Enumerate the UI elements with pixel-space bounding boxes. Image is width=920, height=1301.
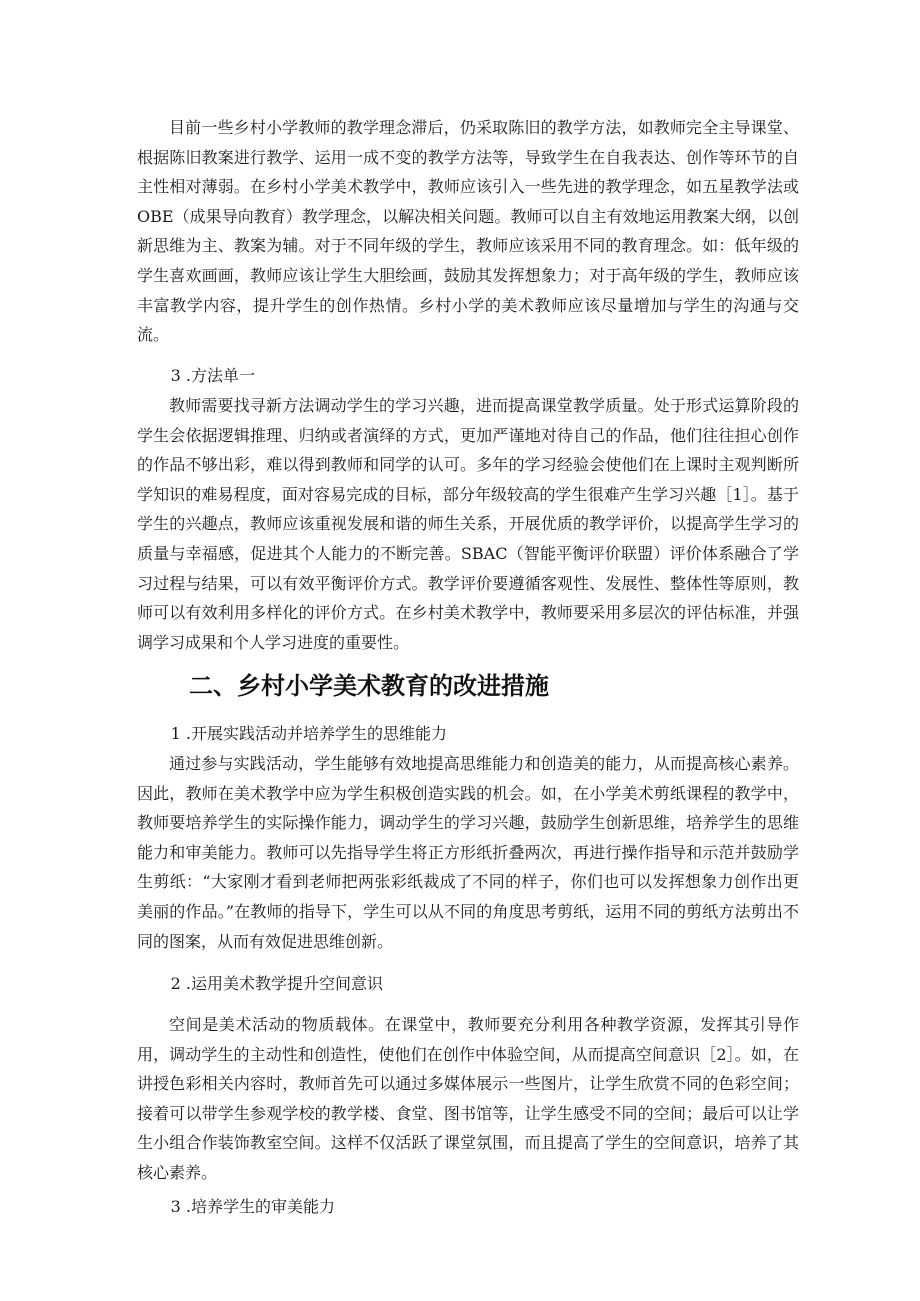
- section-heading-improvements: 二、乡村小学美术教育的改进措施: [189, 672, 549, 700]
- subheading-aesthetic-ability: 3 .培养学生的审美能力: [170, 1197, 335, 1216]
- subheading-practice-activities: 1 .开展实践活动并培养学生的思维能力: [170, 724, 447, 743]
- paragraph-spatial: 空间是美术活动的物质载体。在课堂中，教师要充分利用各种教学资源，发挥其引导作用，调动学生的主动性和创造性，使他们在创作中体验空间，从而提高空间意识［2］。如，在讲授色彩相关内容时，教师首先可以通过多媒体展示一些图片，让学生欣赏不同的色彩空间；接着可以带学生参观学校的教学楼、食堂、图书馆等，让学生感受不同的空间；最后可以让学生小组合作装饰教室空间。这样不仅活跃了课堂氛围，而且提高了学生的空间意识，培养了其核心素养。: [137, 1015, 799, 1182]
- subheading-single-method: 3 .方法单一: [170, 366, 255, 385]
- paragraph-interest: 教师需要找寻新方法调动学生的学习兴趣，进而提高课堂教学质量。处于形式运算阶段的学生会依据逻辑推理、归纳或者演绎的方式，更加严谨地对待自己的作品，他们往往担心创作的作品不够出彩，难以得到教师和同学的认可。多年的学习经验会使他们在上课时主观判断所学知识的难易程度，面对容易完成的目标，部分年级较高的学生很难产生学习兴趣［1］。基于学生的兴趣点，教师应该重视发展和谐的师生关系，开展优质的教学评价，以提高学生学习的质量与幸福感，促进其个人能力的不断完善。SBAC（智能平衡评价联盟）评价体系融合了学习过程与结果，可以有效平衡评价方式。教学评价要遵循客观性、发展性、整体性等原则，教师可以有效利用多样化的评价方式。在乡村美术教学中，教师要采用多层次的评估标准，并强调学习成果和个人学习进度的重要性。: [137, 396, 799, 652]
- subheading-spatial-awareness: 2 .运用美术教学提升空间意识: [170, 974, 383, 993]
- paragraph-practice: 通过参与实践活动，学生能够有效地提高思维能力和创造美的能力，从而提高核心素养。因此，教师在美术教学中应为学生积极创造实践的机会。如，在小学美术剪纸课程的教学中，教师要培养学生的实际操作能力，调动学生的学习兴趣，鼓励学生创新思维，培养学生的思维能力和审美能力。教师可以先指导学生将正方形纸折叠两次，再进行操作指导和示范并鼓励学生剪纸：“大家刚才看到老师把两张彩纸裁成了不同的样子，你们也可以发挥想象力创作出更美丽的作品。”在教师的指导下，学生可以从不同的角度思考剪纸，运用不同的剪纸方法剪出不同的图案，从而有效促进思维创新。: [137, 754, 799, 951]
- paragraph-teaching-concepts: 目前一些乡村小学教师的教学理念滞后，仍采取陈旧的教学方法，如教师完全主导课堂、根据陈旧教案进行教学、运用一成不变的教学方法等，导致学生在自我表达、创作等环节的自主性相对薄弱。在乡村小学美术教学中，教师应该引入一些先进的教学理念，如五星教学法或OBE（成果导向教育）教学理念，以解决相关问题。教师可以自主有效地运用教案大纲，以创新思维为主、教案为辅。对于不同年级的学生，教师应该采用不同的教育理念。如：低年级的学生喜欢画画，教师应该让学生大胆绘画，鼓励其发挥想象力；对于高年级的学生，教师应该丰富教学内容，提升学生的创作热情。乡村小学的美术教师应该尽量增加与学生的沟通与交流。: [137, 118, 799, 345]
